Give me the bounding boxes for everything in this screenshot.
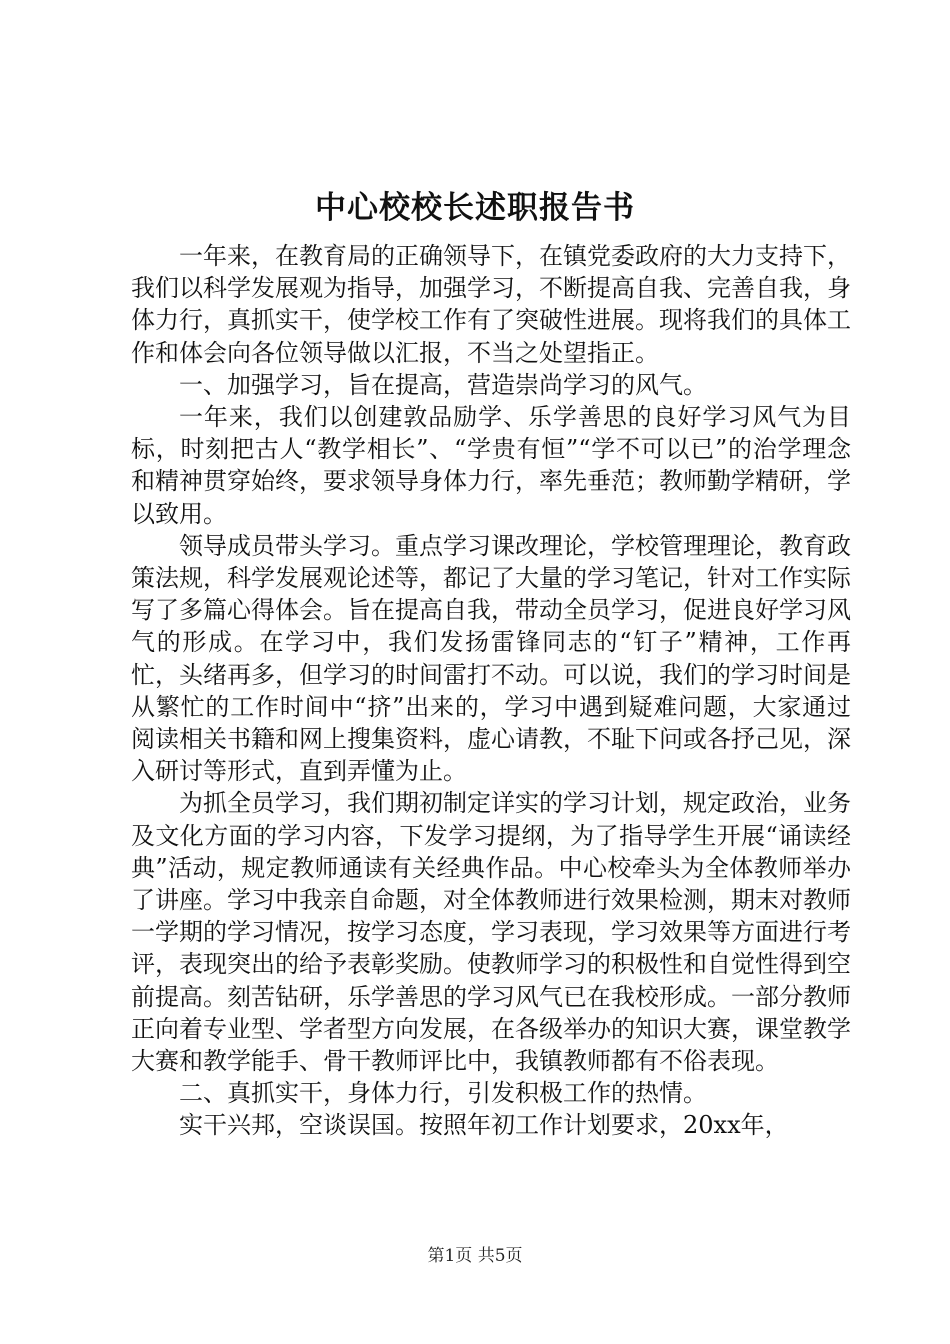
paragraph-practical-work: 实干兴邦，空谈误国。按照年初工作计划要求，20xx年， [179,1111,789,1140]
section-heading-1: 一、加强学习，旨在提高，营造崇尚学习的风气。 [179,370,707,399]
paragraph-staff-study: 为抓全员学习，我们期初制定详实的学习计划，规定政治，业务及文化方面的学习内容，下发学习提纲，为了指导学生开展“诵读经典”活动，规定教师通读有关经典作品。中心校牵头为全体教师举办了讲座。学习中我亲自命题，对全体教师进行效果检测，期末对教师一学期的学习情况，按学习态度，学习表现，学习效果等方面进行考评，表现突出的给予表彰奖励。使教师学习的积极性和自觉性得到空前提高。刻苦钻研，乐学善思的学习风气已在我校形成。一部分教师正向着专业型、学者型方向发展，在各级举办的知识大赛，课堂教学大赛和教学能手、骨干教师评比中，我镇教师都有不俗表现。 [131,789,851,1076]
paragraph-leadership-study: 领导成员带头学习。重点学习课改理论，学校管理理论，教育政策法规，科学发展观论述等，都记了大量的学习笔记，针对工作实际写了多篇心得体会。旨在提高自我，带动全员学习，促进良好学习风气的形成。在学习中，我们发扬雷锋同志的“钉子”精神，工作再忙，头绪再多，但学习的时间雷打不动。可以说，我们的学习时间是从繁忙的工作时间中“挤”出来的，学习中遇到疑难问题，大家通过阅读相关书籍和网上搜集资料，虚心请教，不耻下问或各抒己见，深入研讨等形式，直到弄懂为止。 [131,531,851,786]
section-heading-2: 二、真抓实干，身体力行，引发积极工作的热情。 [179,1079,707,1108]
paragraph-study-goal: 一年来，我们以创建敦品励学、乐学善思的良好学习风气为目标，时刻把古人“教学相长”、“学贵有恒”“学不可以已”的治学理念和精神贯穿始终，要求领导身体力行，率先垂范；教师勤学精研，学以致用。 [131,403,851,528]
page-number: 第1页 共5页 [427,1246,523,1266]
document-body [131,240,851,1142]
document-title: 中心校校长述职报告书 [315,190,635,226]
paragraph-intro: 一年来，在教育局的正确领导下，在镇党委政府的大力支持下，我们以科学发展观为指导，加强学习，不断提高自我、完善自我，身体力行，真抓实干，使学校工作有了突破性进展。现将我们的具体工作和体会向各位领导做以汇报，不当之处望指正。 [131,242,851,367]
